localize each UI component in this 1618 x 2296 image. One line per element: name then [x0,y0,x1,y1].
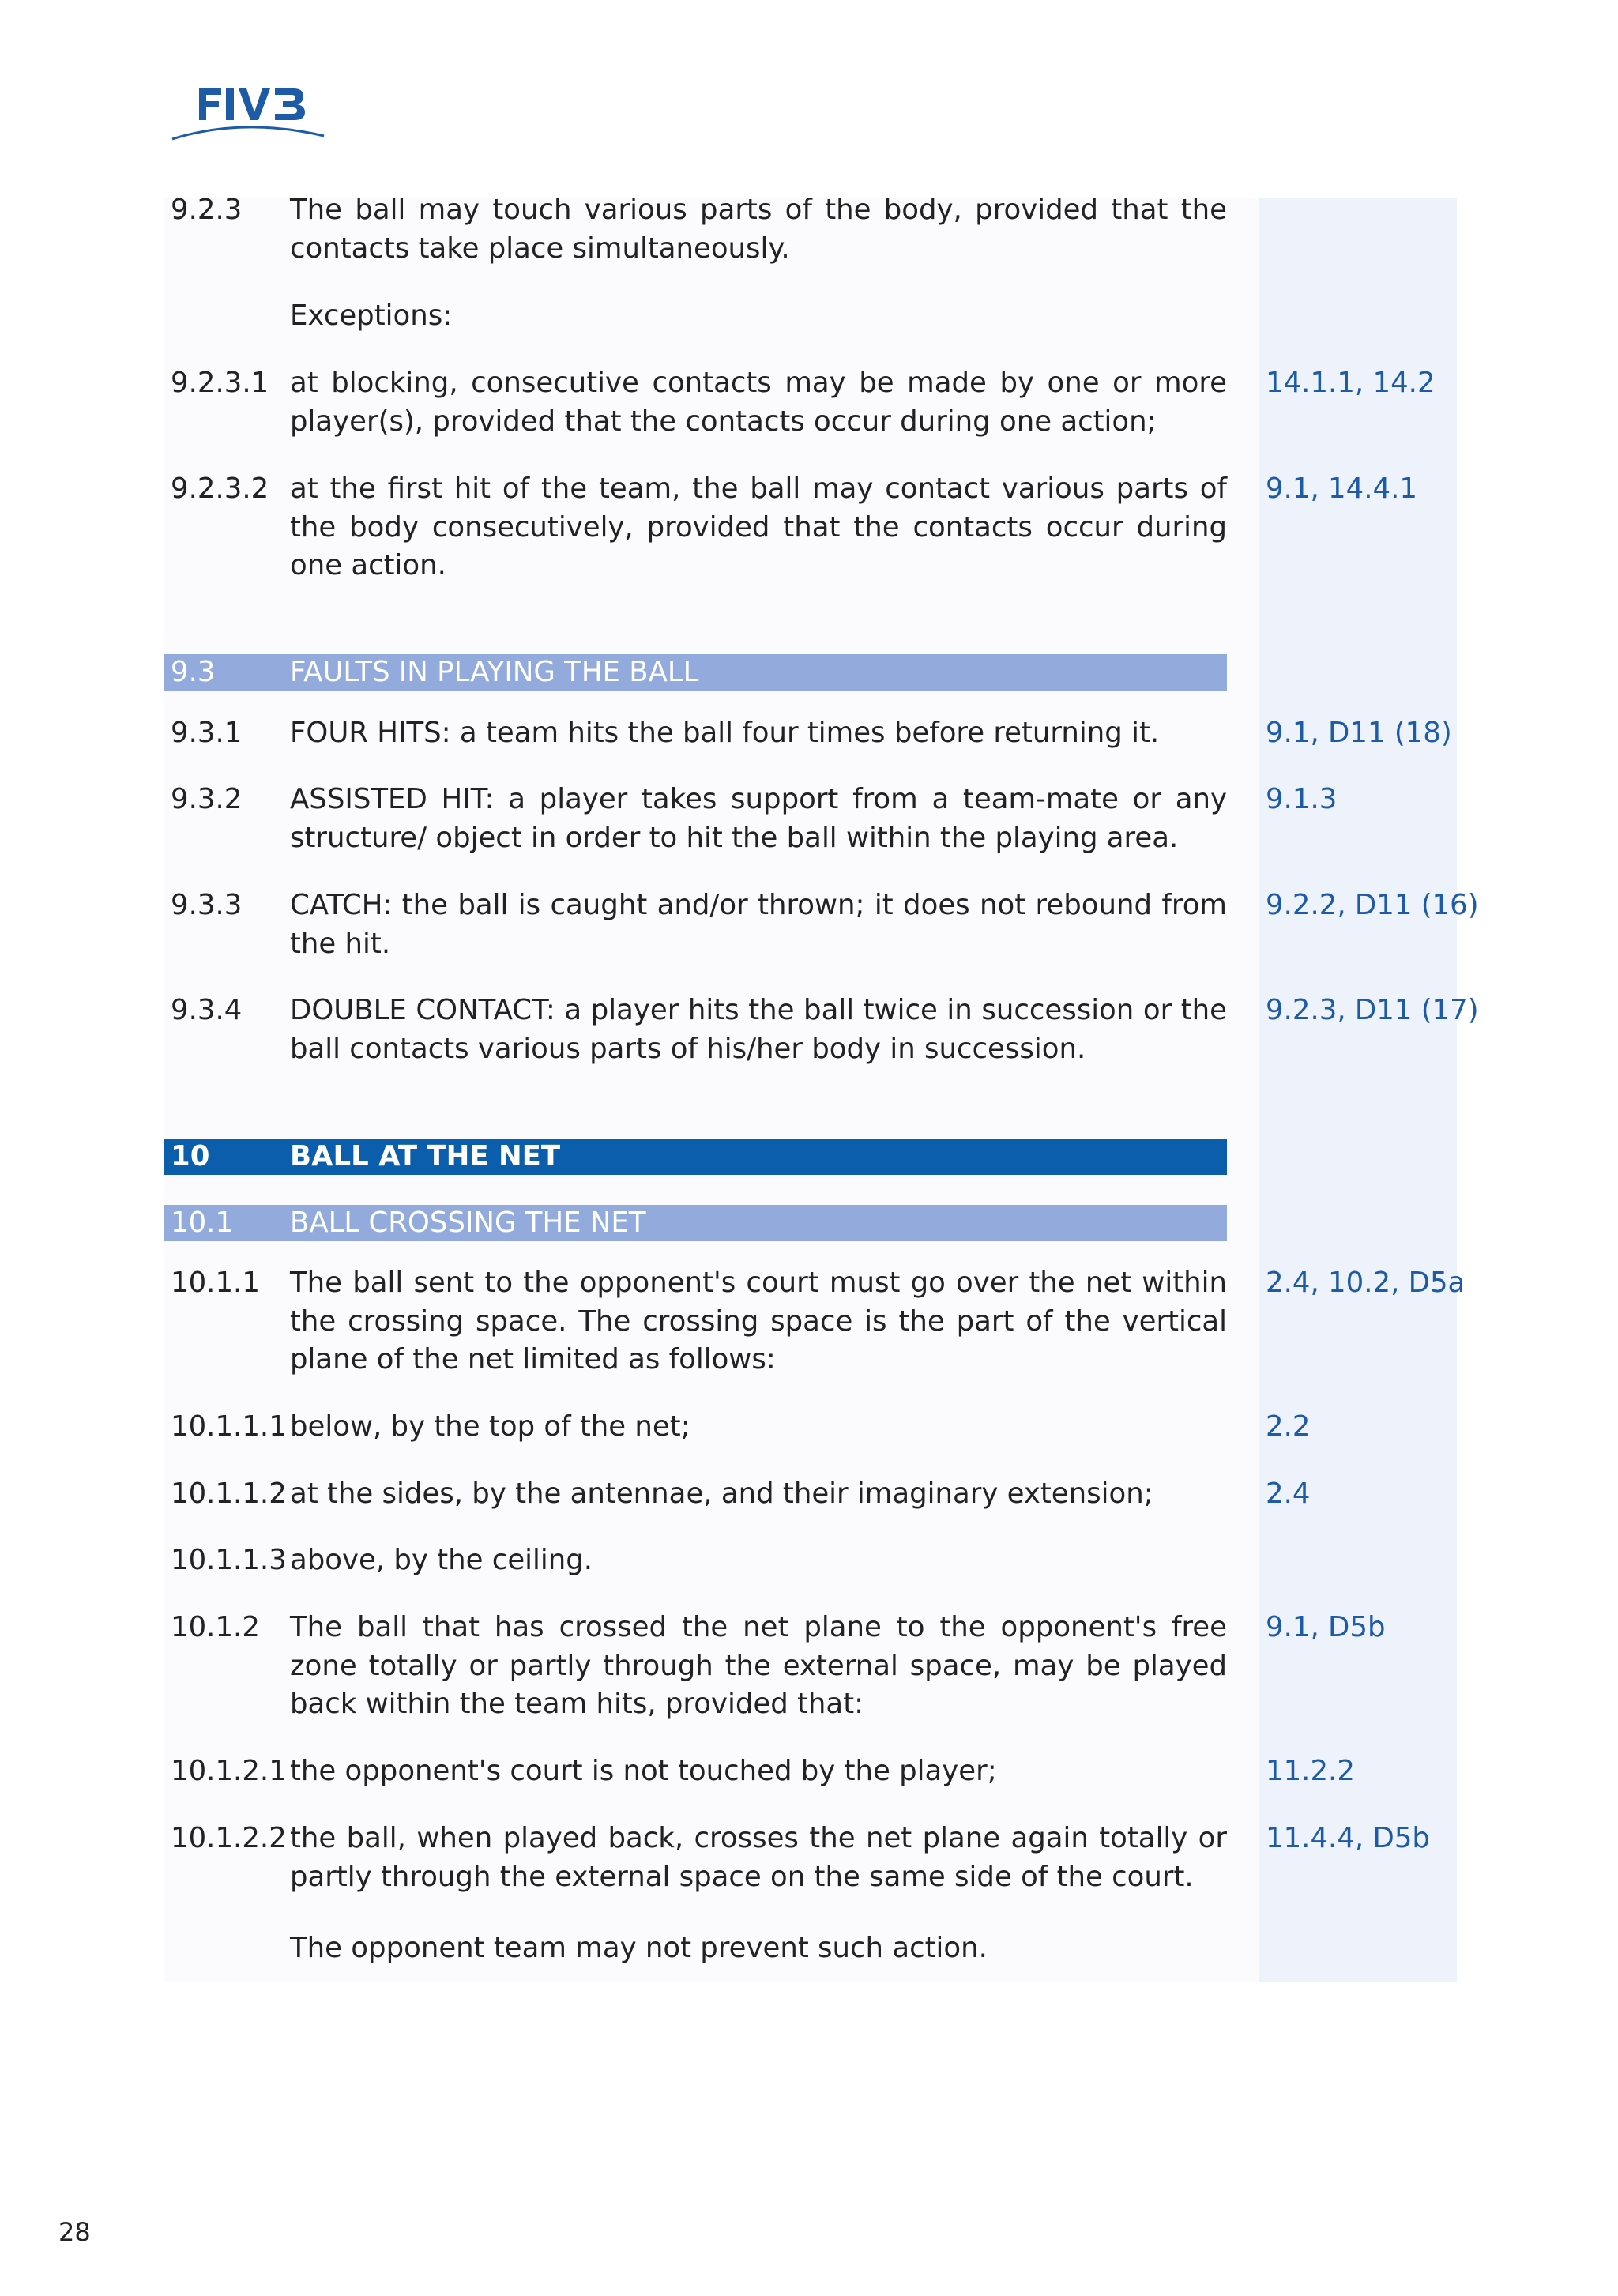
section-title: FAULTS IN PLAYING THE BALL [290,656,699,688]
rule-number: 10.1.1 [171,1267,260,1299]
rule-reference: 9.1, D5b [1266,1611,1386,1643]
rule-reference: 14.1.1, 14.2 [1266,367,1436,399]
rule-reference: 2.4, 10.2, D5a [1266,1267,1466,1299]
rule-number: 9.2.3.2 [171,472,269,505]
page-number: 28 [58,2217,91,2247]
rule-text: FOUR HITS: a team hits the ball four times before returning it. [290,717,1160,749]
chapter-title: BALL AT THE NET [290,1140,561,1172]
rule-text: above, by the ceiling. [290,1544,593,1576]
chapter-number: 10 [171,1140,210,1172]
rule-text: The ball that has crossed the net plane to the opponent's free zone totally or partly through the external space, may be played back within the team hits, provided that: [290,1611,1227,1720]
rule-number: 9.3.4 [171,994,243,1026]
rule-text: DOUBLE CONTACT: a player hits the ball twice in succession or the ball contacts various parts of his/her body in succession. [290,994,1227,1065]
rule-number: 10.1.1.1 [171,1410,287,1443]
rule-reference: 11.2.2 [1266,1755,1355,1787]
rule-text: at the first hit of the team, the ball may contact various parts of the body consecutively, provided that the contacts occur during one action. [290,472,1227,582]
rule-number: 10.1.2 [171,1611,260,1643]
rule-reference: 9.1, D11 (18) [1266,717,1452,749]
section-number: 10.1 [171,1206,234,1239]
rule-number: 10.1.2.1 [171,1755,287,1787]
fivb-logo [167,79,325,142]
rule-reference: 9.1.3 [1266,783,1338,815]
section-heading-bar [164,654,1227,691]
rule-number: 10.1.1.2 [171,1477,287,1510]
rule-number: 9.2.3.1 [171,367,269,399]
section-number: 9.3 [171,656,216,688]
rule-number: 9.3.2 [171,783,243,815]
rule-text: The ball sent to the opponent's court must go over the net within the crossing space. The crossing space is the part of the vertical plane of the net limited as follows: [290,1267,1227,1376]
rule-text: the ball, when played back, crosses the net plane again totally or partly through the external space on the same side of the court. [290,1822,1227,1893]
section-title: BALL CROSSING THE NET [290,1206,646,1239]
rule-reference: 9.1, 14.4.1 [1266,472,1417,505]
rule-number: 9.2.3 [171,194,243,226]
rule-text: the opponent's court is not touched by the player; [290,1755,997,1787]
rule-text: The opponent team may not prevent such action. [290,1932,988,1964]
rule-text: at blocking, consecutive contacts may be made by one or more player(s), provided that the contacts occur during one action; [290,367,1227,438]
rule-number: 9.3.1 [171,717,243,749]
reference-column-background [1259,198,1457,1982]
rule-reference: 2.2 [1266,1410,1311,1443]
section-heading-bar [164,1205,1227,1241]
rule-number: 10.1.2.2 [171,1822,287,1854]
rule-number: 9.3.3 [171,889,243,921]
rule-text: The ball may touch various parts of the body, provided that the contacts take place simultaneously. [290,194,1227,265]
rule-text: at the sides, by the antennae, and their imaginary extension; [290,1477,1153,1510]
rule-reference: 2.4 [1266,1477,1311,1510]
chapter-heading-bar [164,1139,1227,1175]
rule-number: 10.1.1.3 [171,1544,287,1576]
rule-text: CATCH: the ball is caught and/or thrown; it does not rebound from the hit. [290,889,1227,960]
rule-reference: 9.2.2, D11 (16) [1266,889,1479,921]
rule-text: ASSISTED HIT: a player takes support from a team-mate or any structure/ object in order to hit the ball within the playing area. [290,783,1227,854]
rule-reference: 11.4.4, D5b [1266,1822,1430,1854]
rule-text: Exceptions: [290,299,453,332]
rule-text: below, by the top of the net; [290,1410,690,1443]
rule-reference: 9.2.3, D11 (17) [1266,994,1479,1026]
